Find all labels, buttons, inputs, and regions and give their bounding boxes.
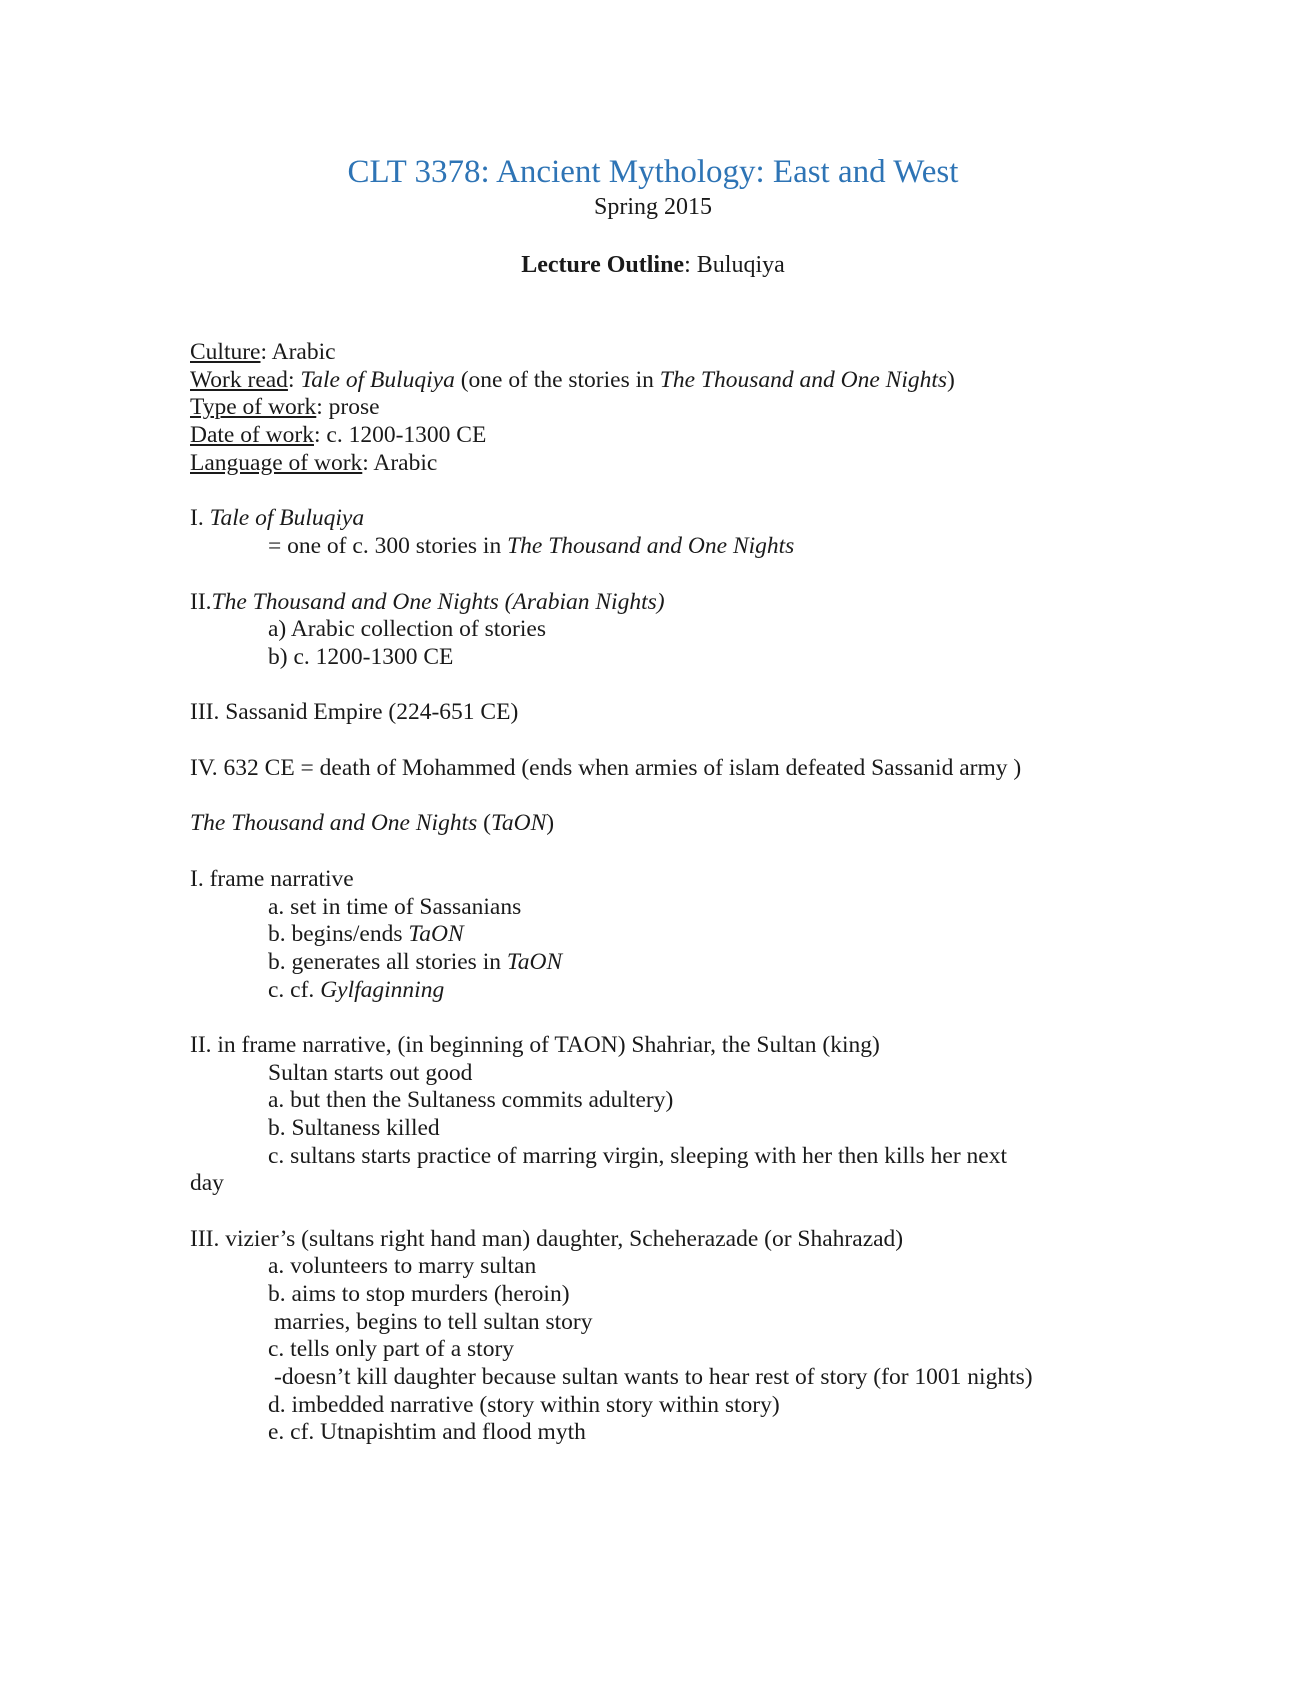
outline-subitem: a) Arabic collection of stories: [268, 616, 546, 642]
date-of-work-line: Date of work: c. 1200-1300 CE: [190, 422, 487, 448]
outline-subitem: c. sultans starts practice of marring virgin, sleeping with her then kills her next: [268, 1143, 1007, 1169]
type-of-work-line: Type of work: prose: [190, 394, 380, 420]
outline-subitem: c. tells only part of a story: [268, 1336, 515, 1362]
outline-subitem: e. cf. Utnapishtim and flood myth: [268, 1419, 586, 1445]
section-heading-taon: The Thousand and One Nights (TaON): [190, 810, 555, 836]
outline-item-2: II.The Thousand and One Nights (Arabian Nights): [190, 589, 665, 615]
outline-subitem: b. Sultaness killed: [268, 1115, 440, 1141]
outline-subitem: a. set in time of Sassanians: [268, 894, 522, 920]
culture-line: Culture: Arabic: [190, 339, 336, 365]
language-of-work-line: Language of work: Arabic: [190, 450, 438, 476]
outline-label: Lecture Outline: [521, 252, 685, 278]
outline-subitem: b. generates all stories in TaON: [268, 949, 563, 975]
outline-item-3: III. vizier’s (sultans right hand man) daughter, Scheherazade (or Shahrazad): [190, 1226, 904, 1252]
outline-subitem: = one of c. 300 stories in The Thousand and One Nights: [268, 533, 795, 559]
outline-item-1: I. Tale of Buluqiya: [190, 505, 365, 531]
term-label: Spring 2015: [593, 194, 712, 220]
outline-subitem: a. but then the Sultaness commits adultery): [268, 1087, 674, 1113]
outline-topic: : Buluqiya: [684, 252, 785, 278]
outline-item-1: I. frame narrative: [190, 866, 354, 892]
outline-subitem: a. volunteers to marry sultan: [268, 1253, 537, 1279]
course-title: CLT 3378: Ancient Mythology: East and West: [347, 154, 959, 190]
outline-subitem: b. aims to stop murders (heroin): [268, 1281, 570, 1307]
outline-item-2: II. in frame narrative, (in beginning of TAON) Shahriar, the Sultan (king): [190, 1032, 880, 1058]
outline-subitem: Sultan starts out good: [268, 1060, 473, 1086]
outline-subitem: d. imbedded narrative (story within story within story): [268, 1392, 780, 1418]
outline-item-3: III. Sassanid Empire (224-651 CE): [190, 699, 519, 725]
outline-subitem: c. cf. Gylfaginning: [268, 977, 445, 1003]
outline-subitem-wrap: day: [190, 1170, 224, 1196]
outline-item-4: IV. 632 CE = death of Mohammed (ends when armies of islam defeated Sassanid army ): [190, 755, 1022, 781]
lecture-outline-heading: [0, 250, 1306, 280]
outline-subitem: marries, begins to tell sultan story: [274, 1309, 593, 1335]
outline-subitem: b. begins/ends TaON: [268, 921, 464, 947]
outline-subitem: -doesn’t kill daughter because sultan wants to hear rest of story (for 1001 nights): [274, 1364, 1033, 1390]
work-read-line: Work read: Tale of Buluqiya (one of the stories in The Thousand and One Nights): [190, 367, 955, 393]
outline-subitem: b) c. 1200-1300 CE: [268, 644, 454, 670]
